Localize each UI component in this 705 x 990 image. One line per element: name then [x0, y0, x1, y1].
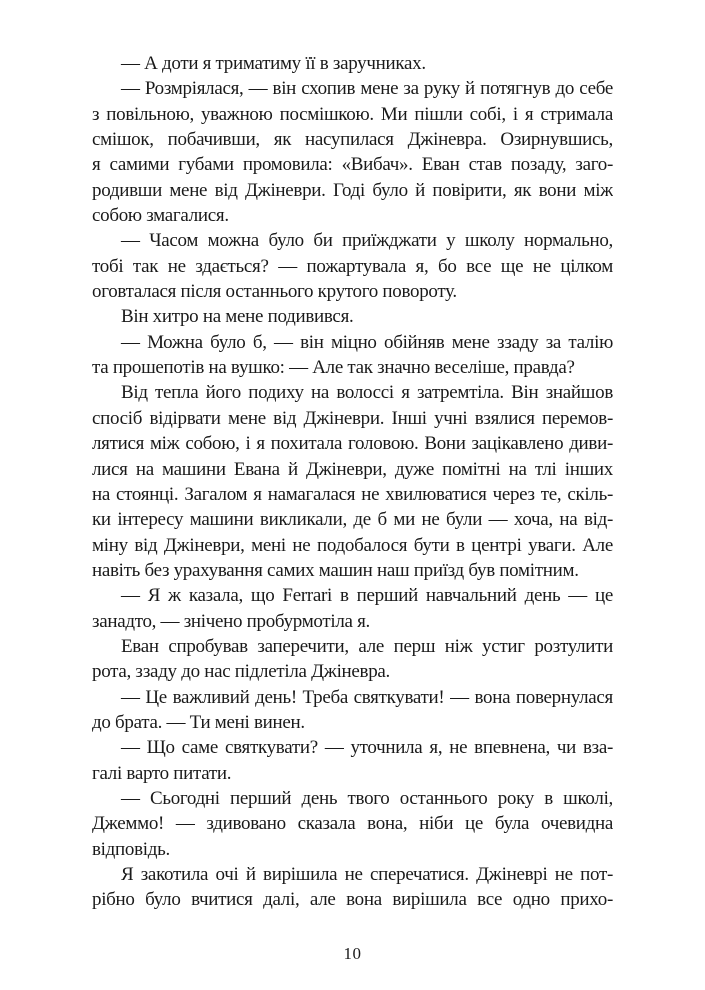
page-text: [92, 51, 613, 913]
text-line: — Я ж казала, що Ferrari в перший навчальний день — це: [121, 585, 613, 607]
text-line: — А доти я триматиму її в заручниках.: [121, 53, 426, 74]
text-line: Від тепла його подиху на волоссі я затремтіла. Він знайшов: [121, 382, 613, 404]
text-line: — Часом можна було би приїжджати у школу нормально,: [121, 230, 613, 252]
text-line: навіть без урахування самих машин наш приїзд був помітним.: [92, 559, 579, 581]
text-line: Еван спробував заперечити, але перш ніж устиг розтулити: [121, 635, 613, 657]
text-line: Він хитро на мене подивився.: [121, 306, 354, 328]
text-line: родивши мене від Джіневри. Годі було й повірити, як вони між: [92, 179, 613, 201]
text-line: лися на машини Евана й Джіневри, дуже помітні на тлі інших: [92, 458, 613, 480]
text-line: до брата. — Ти мені винен.: [92, 711, 305, 733]
text-line: з повільною, уважною посмішкою. Ми пішли собі, і я стримала: [92, 103, 613, 125]
text-line: занадто, — знічено пробурмотіла я.: [92, 610, 371, 632]
text-line: Я закотила очі й вирішила не сперечатися. Джіневрі не пот-: [121, 864, 613, 885]
text-line: відповідь.: [92, 838, 170, 860]
text-line: спосіб відірвати мене від Джіневри. Інші учні взялися перемов-: [92, 407, 613, 429]
page-number: 10: [343, 944, 362, 963]
text-line: — Розмріялася, — він схопив мене за руку й потягнув до себе: [121, 78, 613, 100]
text-line: тобі так не здається? — пожартувала я, бо все ще не цілком: [92, 255, 613, 277]
text-line: міну від Джіневри, мені не подобалося бути в центрі уваги. Але: [92, 534, 613, 556]
text-line: Джеммо! — здивовано сказала вона, ніби це була очевидна: [92, 813, 613, 835]
text-line: — Що саме святкувати? — уточнила я, не впевнена, чи вза-: [121, 737, 613, 759]
text-line: рота, ззаду до нас підлетіла Джіневра.: [92, 661, 391, 683]
text-line: оговталася після останнього крутого повороту.: [92, 281, 457, 303]
text-line: — Це важливий день! Треба святкувати! — вона повернулася: [121, 686, 613, 708]
text-line: смішок, побачивши, як насупилася Джіневра. Озирнувшись,: [92, 129, 613, 151]
text-line: галі варто питати.: [92, 762, 232, 784]
text-line: собою змагалися.: [92, 205, 229, 227]
text-line: на стоянці. Загалом я намагалася не хвилюватися через те, скіль-: [92, 483, 613, 505]
text-line: та прошепотів на вушко: — Але так значно веселіше, правда?: [92, 357, 575, 379]
text-line: — Можна було б, — він міцно обійняв мене ззаду за талію: [121, 331, 613, 353]
text-line: рібно було вчитися далі, але вона вирішила все одно прихо-: [92, 889, 613, 911]
text-line: я самими губами промовила: «Вибач». Еван став позаду, заго-: [92, 154, 613, 176]
text-line: лятися між собою, і я похитала головою. Вони зацікавлено диви-: [92, 433, 613, 455]
text-line: ки інтересу машини викликали, де б ми не були — хоча, на від-: [92, 509, 613, 531]
text-line: — Сьогодні перший день твого останнього року в школі,: [121, 787, 613, 809]
